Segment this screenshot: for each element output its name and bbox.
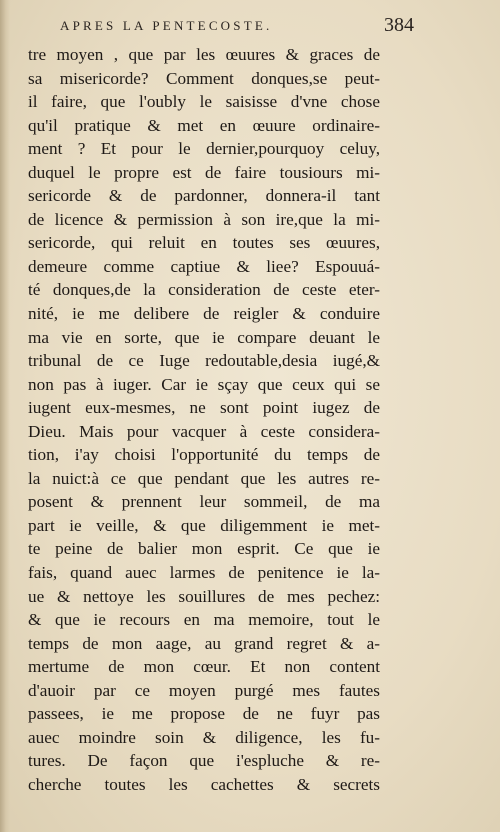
text-line: d'auoir par ce moyen purgé mes fautes (28, 680, 380, 700)
text-line: tribunal de ce Iuge redoutable,desia iugé,& (28, 351, 380, 371)
text-line: il faire, que l'oubly le saisisse d'vne chose (28, 92, 380, 112)
text-line: qu'il pratique & met en œuure ordinaire- (28, 115, 380, 135)
text-line: ue & nettoye les souillures de mes pechez: (28, 586, 380, 606)
text-line: te peine de balier mon esprit. Ce que ie (28, 539, 380, 559)
text-line: posent & prennent leur sommeil, de ma (28, 492, 380, 512)
running-title: APRES LA PENTECOSTE. (60, 18, 273, 33)
text-line: temps de mon aage, au grand regret & a- (28, 633, 380, 653)
text-line: duquel le propre est de faire tousiours mi- (28, 162, 380, 182)
body-text (28, 43, 380, 797)
page-gutter-shadow (0, 0, 10, 832)
text-line: iugent eux-mesmes, ne sont point iugez de (28, 398, 380, 418)
text-line: non pas à iuger. Car ie sçay que ceux qui se (28, 374, 380, 394)
text-line: ma vie en sorte, que ie compare deuant le (28, 327, 380, 347)
text-line: tion, i'ay choisi l'opportunité du temps de (28, 445, 380, 465)
text-line: sericorde & de pardonner, donnera-il tant (28, 186, 380, 206)
page-number: 384 (384, 14, 414, 36)
text-line: sa misericorde? Comment donques,se peut- (28, 68, 380, 88)
text-line: fais, quand auec larmes de penitence ie la- (28, 563, 380, 583)
text-line: la nuict:à ce que pendant que les autres re- (28, 468, 380, 488)
text-line: de licence & permission à son ire,que la mi- (28, 209, 380, 229)
text-line: demeure comme captiue & liee? Espouuá- (28, 256, 380, 276)
text-line: tures. De façon que i'espluche & re- (28, 751, 380, 771)
text-line: auec moindre soin & diligence, les fu- (28, 727, 380, 747)
text-line: ment ? Et pour le dernier,pourquoy celuy, (28, 139, 380, 159)
text-line: part ie veille, & que diligemment ie met- (28, 515, 380, 535)
text-line: tre moyen , que par les œuures & graces de (28, 45, 380, 64)
text-line: & que ie recours en ma memoire, tout le (28, 610, 380, 630)
text-line: sericorde, qui reluit en toutes ses œuures, (28, 233, 380, 253)
text-line: nité, ie me delibere de reigler & conduire (28, 304, 380, 324)
text-line: passees, ie me propose de ne fuyr pas (28, 704, 380, 724)
text-line: Dieu. Mais pour vacquer à ceste considera- (28, 421, 380, 441)
text-line: cherche toutes les cachettes & secrets (28, 774, 380, 794)
text-line: té donques,de la consideration de ceste eter- (28, 280, 380, 300)
text-line: mertume de mon cœur. Et non content (28, 657, 380, 677)
